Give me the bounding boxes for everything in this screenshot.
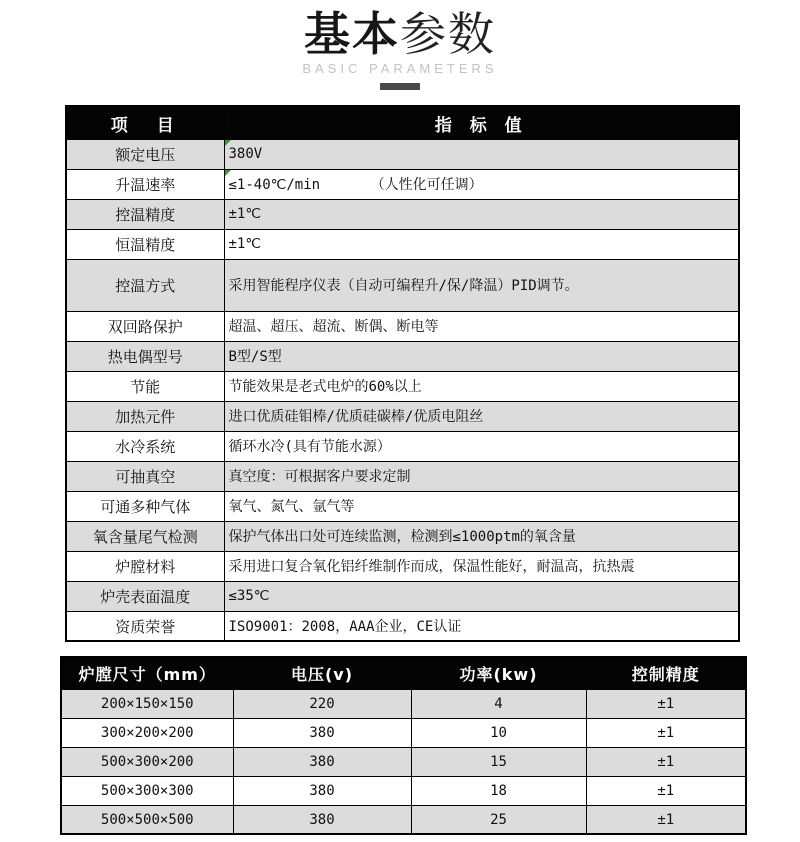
table-row [66, 401, 739, 431]
size-table-header-row [61, 657, 746, 689]
row-label: 炉膛材料 [66, 551, 224, 581]
row-label: 氧含量尾气检测 [66, 521, 224, 551]
row-value-text: ≤1-40℃/min （人性化可任调） [228, 177, 483, 194]
cell-dimensions: 300×200×200 [61, 718, 233, 747]
row-value: 保护气体出口处可连续监测，检测到≤1000ptm的氧含量 [224, 521, 739, 551]
row-value: 采用智能程序仪表（自动可编程升/保/降温）PID调节。 [224, 259, 739, 311]
row-value: 进口优质硅钼棒/优质硅碳棒/优质电阻丝 [224, 401, 739, 431]
row-label: 双回路保护 [66, 311, 224, 341]
row-label: 热电偶型号 [66, 341, 224, 371]
table-row [61, 747, 746, 776]
cell-precision: ±1 [586, 776, 746, 805]
row-label: 节能 [66, 371, 224, 401]
cell-voltage: 220 [233, 689, 411, 718]
row-label: 炉壳表面温度 [66, 581, 224, 611]
row-label: 控温方式 [66, 259, 224, 311]
row-value: 氧气、氮气、氩气等 [224, 491, 739, 521]
row-label: 控温精度 [66, 199, 224, 229]
table-row [66, 311, 739, 341]
table-row [66, 199, 739, 229]
row-value: 超温、超压、超流、断偶、断电等 [224, 311, 739, 341]
cell-precision: ±1 [586, 747, 746, 776]
cell-power: 10 [411, 718, 586, 747]
row-label: 额定电压 [66, 139, 224, 169]
row-value: 循环水冷(具有节能水源） [224, 431, 739, 461]
title-block [0, 0, 800, 90]
cell-precision: ±1 [586, 718, 746, 747]
table-row [66, 341, 739, 371]
row-value: B型/S型 [224, 341, 739, 371]
cell-comment-marker-icon [225, 170, 231, 176]
cell-dimensions: 500×300×300 [61, 776, 233, 805]
row-value-text: 380V [228, 146, 263, 163]
size-header-voltage: 电压(v) [233, 657, 411, 689]
cell-voltage: 380 [233, 776, 411, 805]
row-value: ≤35℃ [224, 581, 739, 611]
row-label: 可通多种气体 [66, 491, 224, 521]
table-row [61, 689, 746, 718]
cell-dimensions: 500×500×500 [61, 805, 233, 834]
table-row [66, 259, 739, 311]
row-label: 水冷系统 [66, 431, 224, 461]
page-title [0, 7, 800, 61]
page-subtitle: BASIC PARAMETERS [302, 61, 498, 77]
table-row [61, 718, 746, 747]
cell-comment-marker-icon [225, 140, 231, 146]
table-row [66, 461, 739, 491]
row-value: 采用进口复合氧化铝纤维制作而成，保温性能好，耐温高，抗热震 [224, 551, 739, 581]
cell-power: 15 [411, 747, 586, 776]
cell-voltage: 380 [233, 805, 411, 834]
spec-header-item: 项 目 [66, 106, 224, 139]
row-label: 恒温精度 [66, 229, 224, 259]
table-row [66, 229, 739, 259]
size-table [60, 656, 747, 835]
cell-voltage: 380 [233, 747, 411, 776]
table-row [66, 169, 739, 199]
cell-dimensions: 200×150×150 [61, 689, 233, 718]
row-value: ±1℃ [224, 199, 739, 229]
table-row [61, 776, 746, 805]
table-row [66, 139, 739, 169]
cell-precision: ±1 [586, 805, 746, 834]
size-header-dimensions: 炉膛尺寸（mm） [61, 657, 233, 689]
table-row [66, 551, 739, 581]
table-row [66, 371, 739, 401]
title-divider-bar [380, 83, 420, 90]
row-value: ISO9001：2008，AAA企业，CE认证 [224, 611, 739, 641]
row-label: 资质荣誉 [66, 611, 224, 641]
spec-header-value: 指 标 值 [224, 106, 739, 139]
size-header-power: 功率(kw) [411, 657, 586, 689]
row-value: 真空度：可根据客户要求定制 [224, 461, 739, 491]
cell-precision: ±1 [586, 689, 746, 718]
row-value [224, 169, 739, 199]
table-row [66, 581, 739, 611]
page-title-light: 参数 [400, 7, 496, 61]
table-row [61, 805, 746, 834]
row-label: 升温速率 [66, 169, 224, 199]
row-value [224, 139, 739, 169]
spec-table [65, 105, 740, 642]
row-value: 节能效果是老式电炉的60%以上 [224, 371, 739, 401]
cell-power: 25 [411, 805, 586, 834]
cell-voltage: 380 [233, 718, 411, 747]
table-row [66, 491, 739, 521]
cell-dimensions: 500×300×200 [61, 747, 233, 776]
spec-table-header-row [66, 106, 739, 139]
table-row [66, 611, 739, 641]
row-value: ±1℃ [224, 229, 739, 259]
table-row [66, 431, 739, 461]
row-label: 加热元件 [66, 401, 224, 431]
size-header-precision: 控制精度 [586, 657, 746, 689]
table-row [66, 521, 739, 551]
cell-power: 18 [411, 776, 586, 805]
row-label: 可抽真空 [66, 461, 224, 491]
cell-power: 4 [411, 689, 586, 718]
page-title-bold: 基本 [304, 7, 400, 61]
